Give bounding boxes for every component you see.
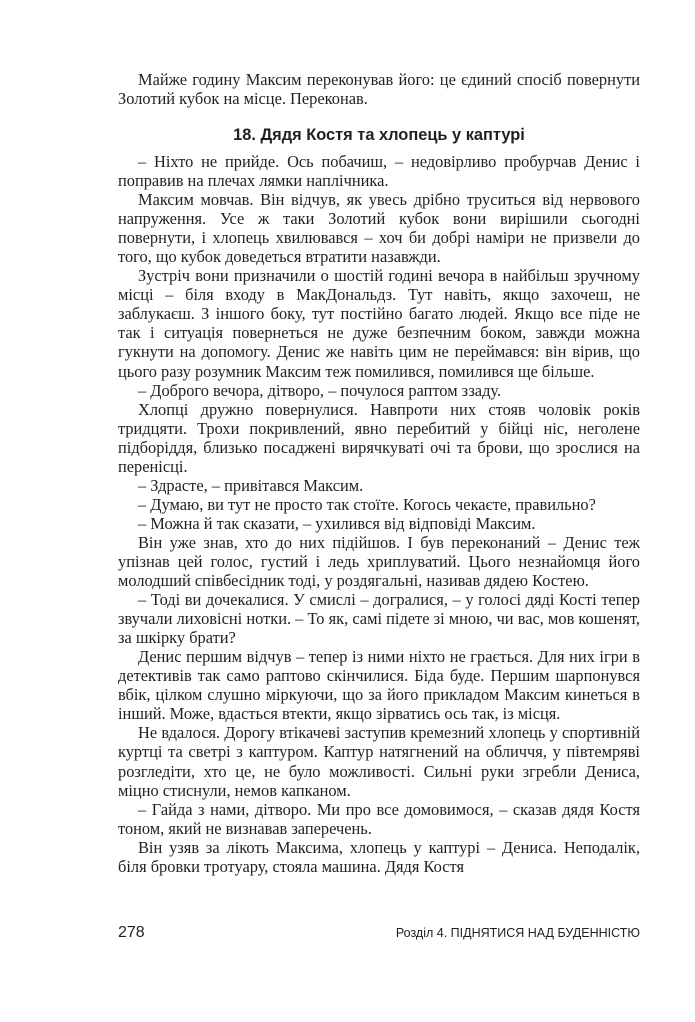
paragraph: Не вдалося. Дорогу втікачеві заступив кремезний хлопець у спортивній куртці та светрі з каптуром. Каптур натягнений на обличчя, у півтемряві розгледіти, хто це, не було можливості. Сильні руки згребли Дениса, міцно стиснули, немов капканом. (118, 723, 640, 800)
page-number: 278 (118, 924, 145, 941)
paragraph: Хлопці дружно повернулися. Навпроти них стояв чоловік років тридцяти. Трохи покривлений, явно перебитий у бійці ніс, неголене підборіддя, близько посаджені вирячкуваті очі та брови, що зрослися на перенісці. (118, 399, 640, 476)
chapter-title: 18. Дядя Костя та хлопець у каптурі (233, 126, 525, 144)
paragraph: Зустріч вони призначили о шостій годині вечора в найбільш зручному місці – біля входу в МакДональдз. Тут навіть, якщо захочеш, не заблукаєш. З іншого боку, тут постійно багато людей. Якщо все піде не так і ситуація повернеться не дуже безпечним боком, завжди можна гукнути на допомогу. Денис же навіть цим не переймався: він вірив, що цього разу розумник Максим теж помилився, помилився ще більше. (118, 266, 640, 381)
paragraph: Максим мовчав. Він відчув, як увесь дрібно труситься від нервового напруження. Усе ж таки Золотий кубок вони вирішили сьогодні повернути, і хлопець хвилювався – хоч би добрі наміри не призвели до того, що кубок доведеться втратити назавжди. (118, 190, 640, 267)
paragraph: – Ніхто не прийде. Ось побачиш, – недовірливо пробурчав Денис і поправив на плечах лямки наплічника. (118, 152, 640, 191)
intro-text-block (118, 70, 640, 108)
paragraph: – Гайда з нами, дітворо. Ми про все домовимося, – сказав дядя Костя тоном, який не визнавав заперечень. (118, 799, 640, 838)
chapter-text-block (118, 152, 640, 876)
paragraph: – Думаю, ви тут не просто так стоїте. Когось чекаєте, правильно? (138, 494, 596, 514)
paragraph: Він уже знав, хто до них підійшов. І був переконаний – Денис теж упізнав цей голос, густий і ледь хриплуватий. Цього незнайомця його молодший співбесідник тоді, у роздягальні, називав дядею Костею. (118, 532, 640, 591)
paragraph: – Тоді ви дочекалися. У смислі – догралися, – у голосі дяді Кості тепер звучали лиховісні нотки. – То як, самі підете зі мною, чи вас, мов кошенят, за шкірку брати? (118, 590, 640, 648)
paragraph: – Доброго вечора, дітворо, – почулося раптом ззаду. (138, 380, 502, 400)
running-footer: Розділ 4. ПІДНЯТИСЯ НАД БУДЕННІСТЮ (395, 926, 640, 940)
paragraph: Він узяв за лікоть Максима, хлопець у каптурі – Дениса. Неподалік, біля бровки тротуару, стояла машина. Дядя Костя (118, 837, 640, 876)
paragraph: Майже годину Максим переконував його: це єдиний спосіб повернути Золотий кубок на місце. Переконав. (118, 70, 640, 109)
paragraph: Денис першим відчув – тепер із ними ніхто не грається. Для них ігри в детективів так само раптово скінчилися. Біда буде. Першим шарпонувся вбік, цілком слушно міркуючи, що за його прикладом Максим кинеться в інший. Може, вдасться втекти, якщо зірватись ось так, із місця. (118, 647, 640, 724)
paragraph: – Можна й так сказати, – ухилився від відповіді Максим. (138, 513, 536, 533)
paragraph: – Здрасте, – привітався Максим. (138, 475, 364, 495)
